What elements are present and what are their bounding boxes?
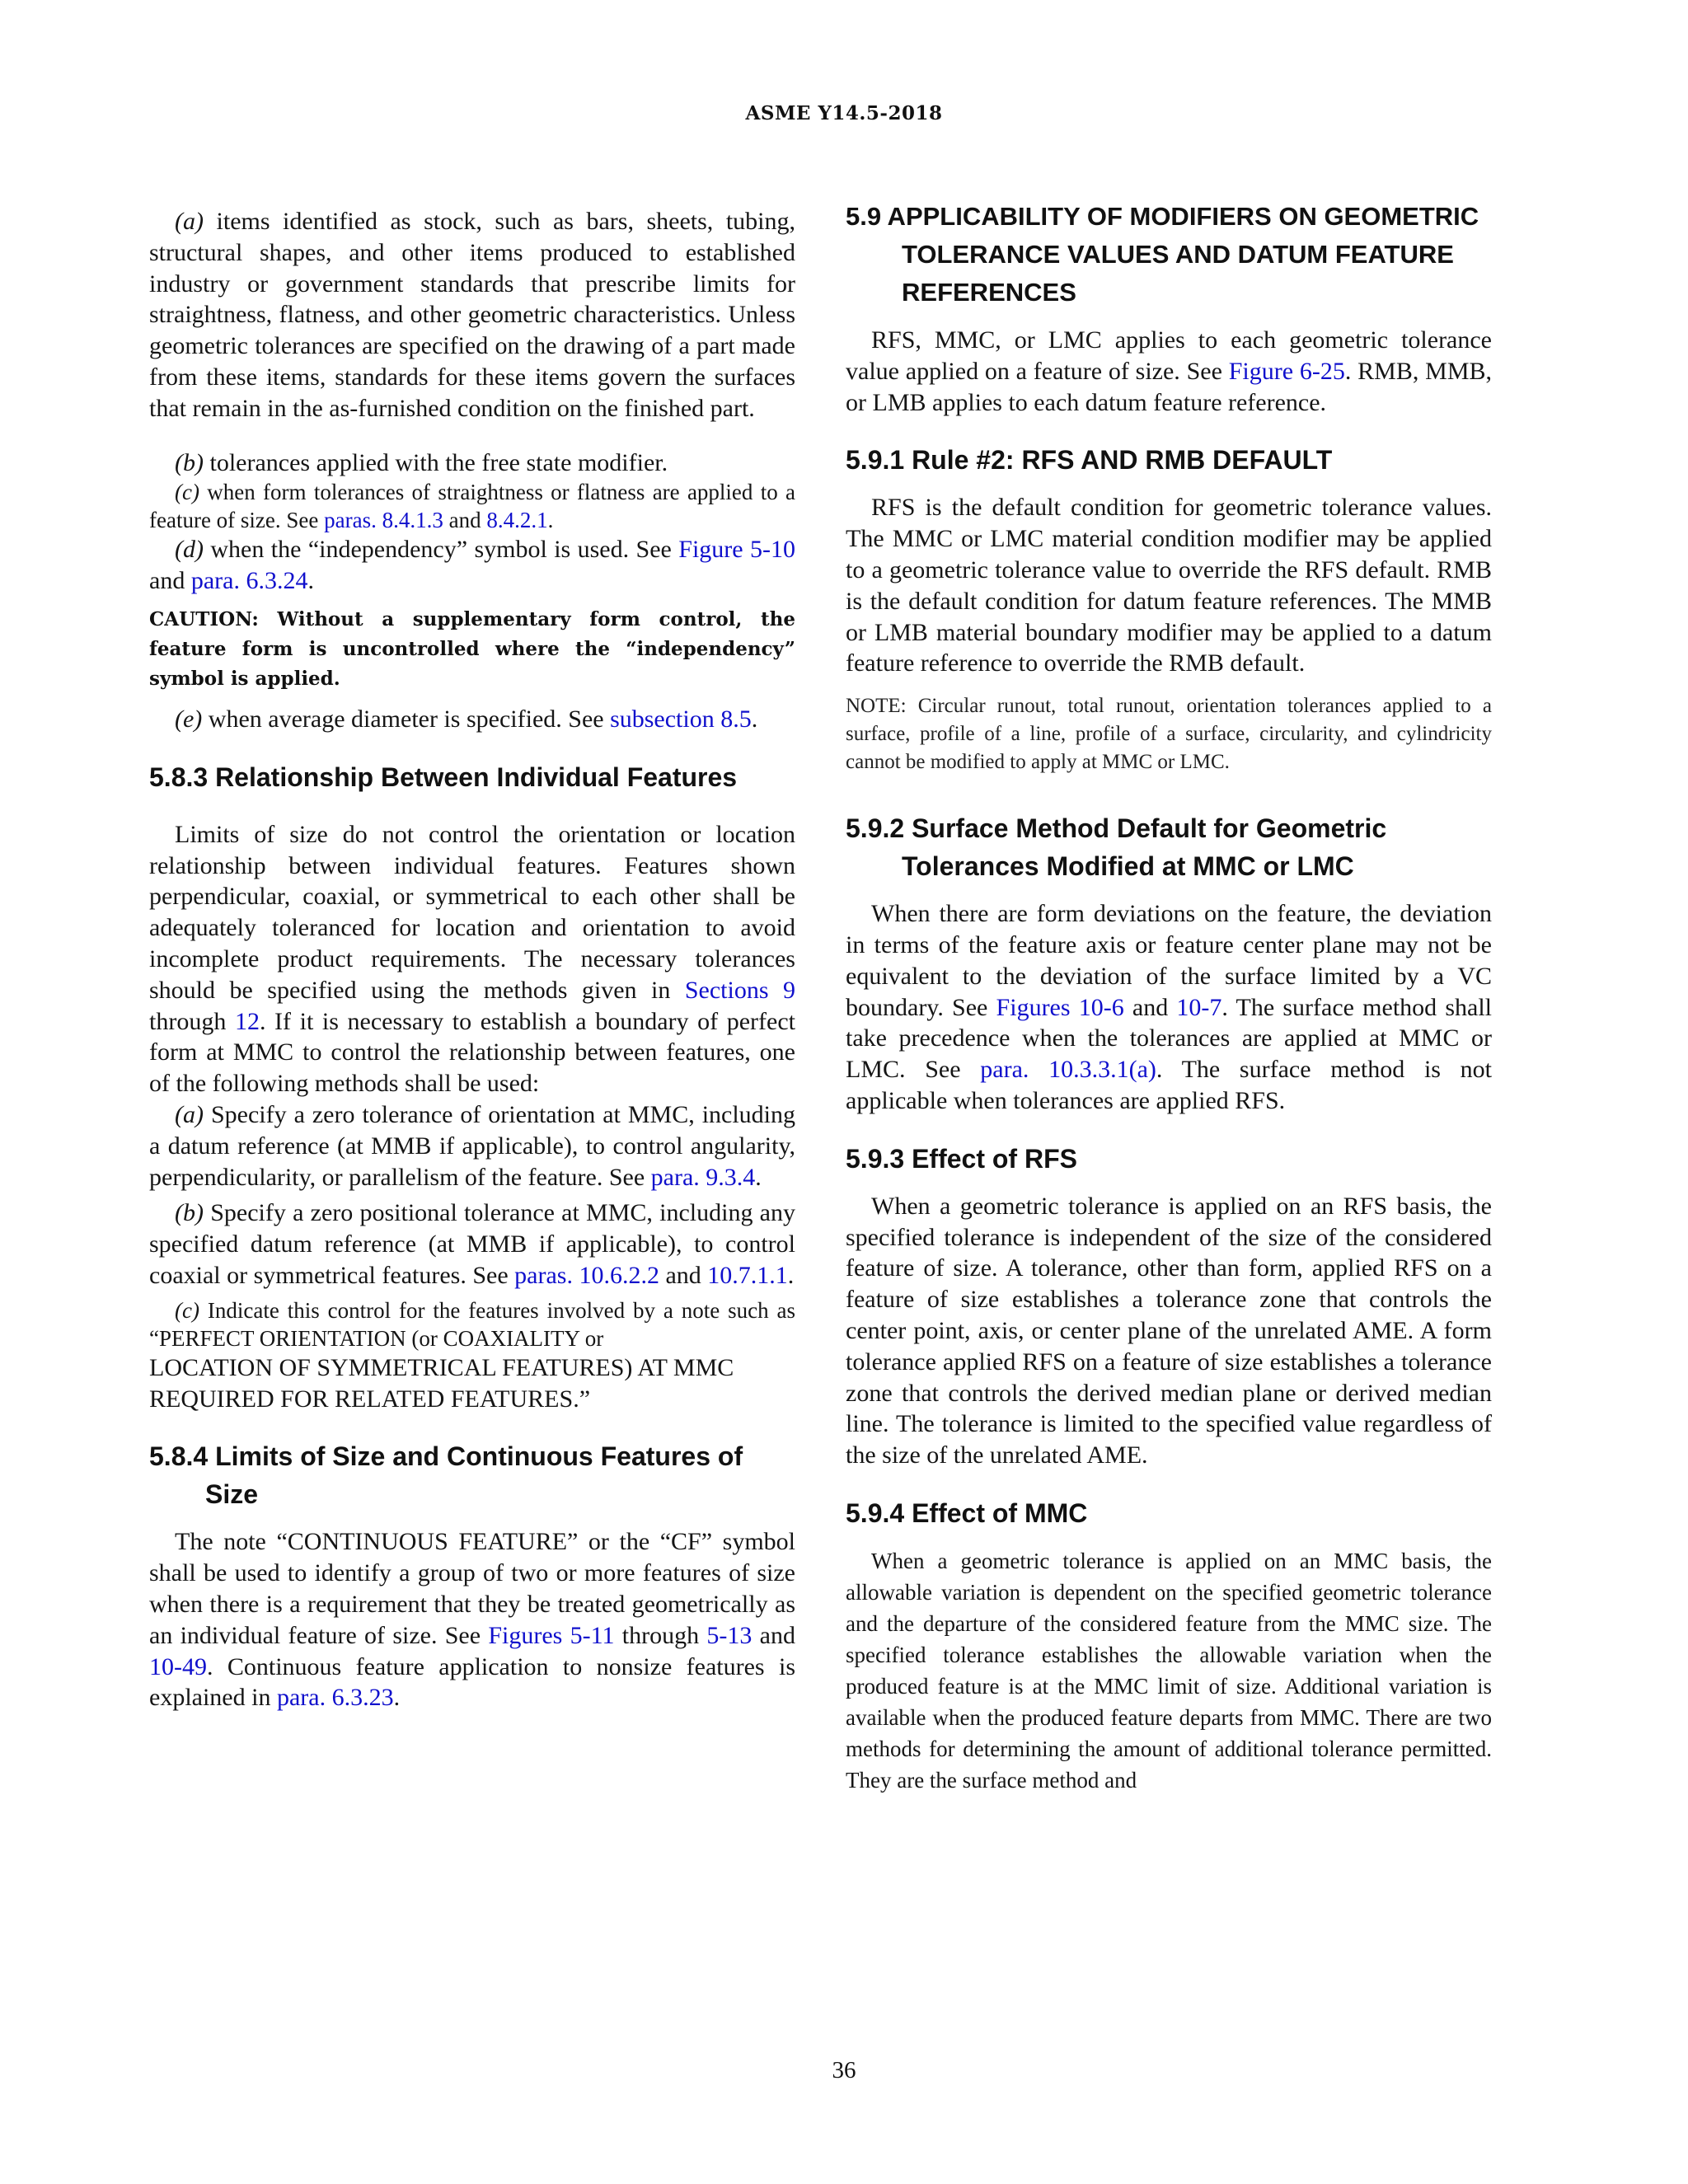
paragraph-text: . If it is necessary to establish a boundary of perfect form at MMC to control the relationship between features, one of the following methods shall be used:: [149, 1007, 795, 1098]
paragraph-text: . RMB, MMB, or LMB applies to each datum feature reference.: [846, 357, 1492, 416]
item-tag: (a): [175, 208, 204, 235]
section-heading-5-9: 5.9 APPLICABILITY OF MODIFIERS ON GEOMETRIC TOLERANCE VALUES AND DATUM FEATURE REFERENCES: [846, 202, 1479, 307]
left-column: [149, 206, 795, 1713]
xref-link[interactable]: 12: [234, 1007, 260, 1035]
xref-link[interactable]: 10-7: [1176, 993, 1222, 1021]
paragraph-5-8-4: [149, 1526, 795, 1713]
paragraph-5-9: [846, 325, 1492, 418]
item-text: .: [547, 508, 554, 533]
paragraph-text: The note “CONTINUOUS FEATURE” or the “CF” symbol shall be used to identify a group of two or more features of size when there is a requirement that they be treated geometrically as an individual feature of size. See: [149, 1528, 795, 1649]
item-text: when the “independency” symbol is used. See: [210, 536, 672, 564]
paragraph-text: . Continuous feature application to nonsize features is explained in: [149, 1652, 795, 1712]
list-item-c: [149, 478, 795, 534]
item-text: .: [755, 1163, 762, 1191]
item-tag: (e): [175, 705, 203, 733]
paragraph-text: . The surface method is not applicable when tolerances are applied RFS.: [846, 1056, 1493, 1114]
item-text: tolerances applied with the free state modifier.: [209, 448, 668, 476]
method-item-a: [149, 1099, 795, 1193]
method-item-c-continued: LOCATION OF SYMMETRICAL FEATURES) AT MMC REQUIRED FOR RELATED FEATURES.”: [149, 1353, 734, 1413]
paragraph-text: .: [393, 1684, 401, 1712]
section-heading-5-9-1: 5.9.1 Rule #2: RFS AND RMB DEFAULT: [846, 445, 1333, 476]
list-item-a: [149, 206, 795, 424]
page-number: 36: [832, 2057, 856, 2083]
list-item-b: [149, 448, 795, 479]
item-text: when average diameter is specified. See: [208, 705, 604, 733]
xref-link[interactable]: Sections 9: [684, 976, 795, 1004]
running-head: ASME Y14.5-2018: [745, 102, 943, 124]
item-text: .: [787, 1261, 795, 1289]
item-text: .: [751, 705, 758, 733]
item-text: and: [149, 567, 185, 595]
item-tag: (b): [175, 1199, 204, 1227]
xref-link[interactable]: para. 6.3.23: [276, 1684, 394, 1712]
item-tag: (b): [175, 448, 204, 476]
xref-link[interactable]: para. 9.3.4: [650, 1163, 756, 1191]
paragraph-5-9-1: RFS is the default condition for geometric tolerance values. The MMC or LMC material condition modifier may be applied to a geometric tolerance value to override the RFS default. RMB is the default condition for datum feature references. The MMB or LMB material boundary modifier may be applied to a datum feature reference to override the RMB default.: [846, 494, 1492, 677]
item-tag: (a): [175, 1100, 204, 1128]
item-tag: (d): [175, 536, 204, 564]
xref-link[interactable]: 10.7.1.1: [707, 1261, 788, 1289]
item-text: and: [665, 1261, 701, 1289]
xref-link[interactable]: para. 10.3.3.1(a): [980, 1056, 1156, 1084]
paragraph-5-8-3: [149, 819, 795, 1099]
xref-link[interactable]: Figures 10-6: [996, 993, 1124, 1021]
xref-link[interactable]: 5-13: [706, 1621, 753, 1649]
paragraph-text: . The surface method shall take precedence when the tolerances are applied at MMC or LMC. See: [846, 993, 1492, 1084]
item-tag: (c): [175, 480, 199, 505]
item-text: and: [448, 508, 481, 533]
section-heading-5-9-4: 5.9.4 Effect of MMC: [846, 1497, 1088, 1528]
paragraph-text: and: [1132, 993, 1169, 1021]
section-heading-5-9-3: 5.9.3 Effect of RFS: [846, 1143, 1077, 1174]
item-text: when form tolerances of straightness or flatness are applied to a feature of size. See: [149, 480, 795, 533]
xref-link[interactable]: para. 6.3.24: [190, 567, 308, 595]
list-item-e: [149, 704, 795, 735]
item-tag: (c): [175, 1297, 199, 1323]
section-heading-5-9-2: 5.9.2 Surface Method Default for Geometric Tolerances Modified at MMC or LMC: [846, 813, 1387, 882]
xref-link[interactable]: Figure 6-25: [1228, 357, 1345, 385]
section-heading-5-8-3: 5.8.3 Relationship Between Individual Features: [149, 762, 738, 792]
item-text: Indicate this control for the features involved by a note such as “PERFECT ORIENTATION (or COAXIALITY or: [149, 1297, 795, 1351]
method-item-b: [149, 1197, 795, 1291]
paragraph-text: through: [621, 1621, 700, 1649]
paragraph-5-9-4: When a geometric tolerance is applied on an MMC basis, the allowable variation is dependent on the specified geometric tolerance and the departure of the considered feature from the MMC size. The specified tolerance establishes the allowable variation when the produced feature is at the MMC limit of size. Additional variation is available when the produced feature departs from MMC. There are two methods for determining the amount of additional tolerance permitted. They are the surface method and: [846, 1548, 1492, 1793]
paragraph-text: RFS, MMC, or LMC applies to each geometric tolerance value applied on a feature of size. See: [846, 326, 1492, 385]
paragraph-text: Limits of size do not control the orientation or location relationship between individual features. Features shown perpendicular, coaxial, or symmetrical to each other shall be adequately toleranced for location and orientation to avoid incomplete product requirements. The necessary tolerances should be specified using the methods given in: [149, 820, 795, 1004]
xref-link[interactable]: paras. 8.4.1.3: [324, 508, 443, 533]
xref-link[interactable]: 10-49: [149, 1652, 207, 1680]
item-text: items identified as stock, such as bars, sheets, tubing, structural shapes, and other items produced to established industry or government standards that prescribe limits for straightness, flatness, and other geometric characteristics. Unless geometric tolerances are specified on the drawing of a part made from these items, standards for these items govern the surfaces that remain in the as-furnished condition on the finished part.: [149, 208, 796, 422]
item-text: Specify a zero tolerance of orientation at MMC, including a datum reference (at MMB if applicable), to control angularity, perpendicularity, or parallelism of the feature. See: [149, 1100, 796, 1191]
section-heading-5-8-4: 5.8.4 Limits of Size and Continuous Features of Size: [149, 1441, 743, 1510]
xref-link[interactable]: paras. 10.6.2.2: [514, 1261, 659, 1289]
paragraph-text: and: [759, 1621, 795, 1649]
paragraph-text: through: [149, 1007, 227, 1035]
method-item-c: [149, 1296, 795, 1352]
right-column: [846, 202, 1493, 1796]
note-5-9-1: NOTE: Circular runout, total runout, orientation tolerances applied to a surface, profile of a line, profile of a surface, circularity, and cylindricity cannot be modified to apply at MMC or LMC.: [846, 695, 1492, 774]
paragraph-5-9-2: [846, 898, 1492, 1117]
xref-link[interactable]: subsection 8.5: [610, 705, 752, 733]
list-item-d: [149, 534, 795, 597]
caution-note: CAUTION: Without a supplementary form control, the feature form is uncontrolled where the “independency” symbol is applied.: [149, 607, 795, 690]
xref-link[interactable]: 8.4.2.1: [486, 508, 548, 533]
item-text: .: [307, 567, 314, 595]
xref-link[interactable]: Figures 5-11: [488, 1621, 615, 1649]
item-text: Specify a zero positional tolerance at MMC, including any specified datum reference (at MMB if applicable), to control coaxial or symmetrical features. See: [149, 1199, 795, 1289]
paragraph-5-9-3: When a geometric tolerance is applied on an RFS basis, the specified tolerance is independent of the size of the considered feature of size. A tolerance, other than form, applied RFS on a feature of size establishes a tolerance zone that controls the center point, axis, or center plane of the unrelated AME. A form tolerance applied RFS on a feature of size establishes a tolerance zone that controls the derived median plane or derived median line. The tolerance is limited to the specified value regardless of the size of the unrelated AME.: [846, 1192, 1492, 1469]
xref-link[interactable]: Figure 5-10: [678, 536, 795, 564]
paragraph-text: When there are form deviations on the feature, the deviation in terms of the feature axis or feature center plane may not be equivalent to the deviation of the surface limited by a VC boundary. See: [846, 900, 1492, 1021]
